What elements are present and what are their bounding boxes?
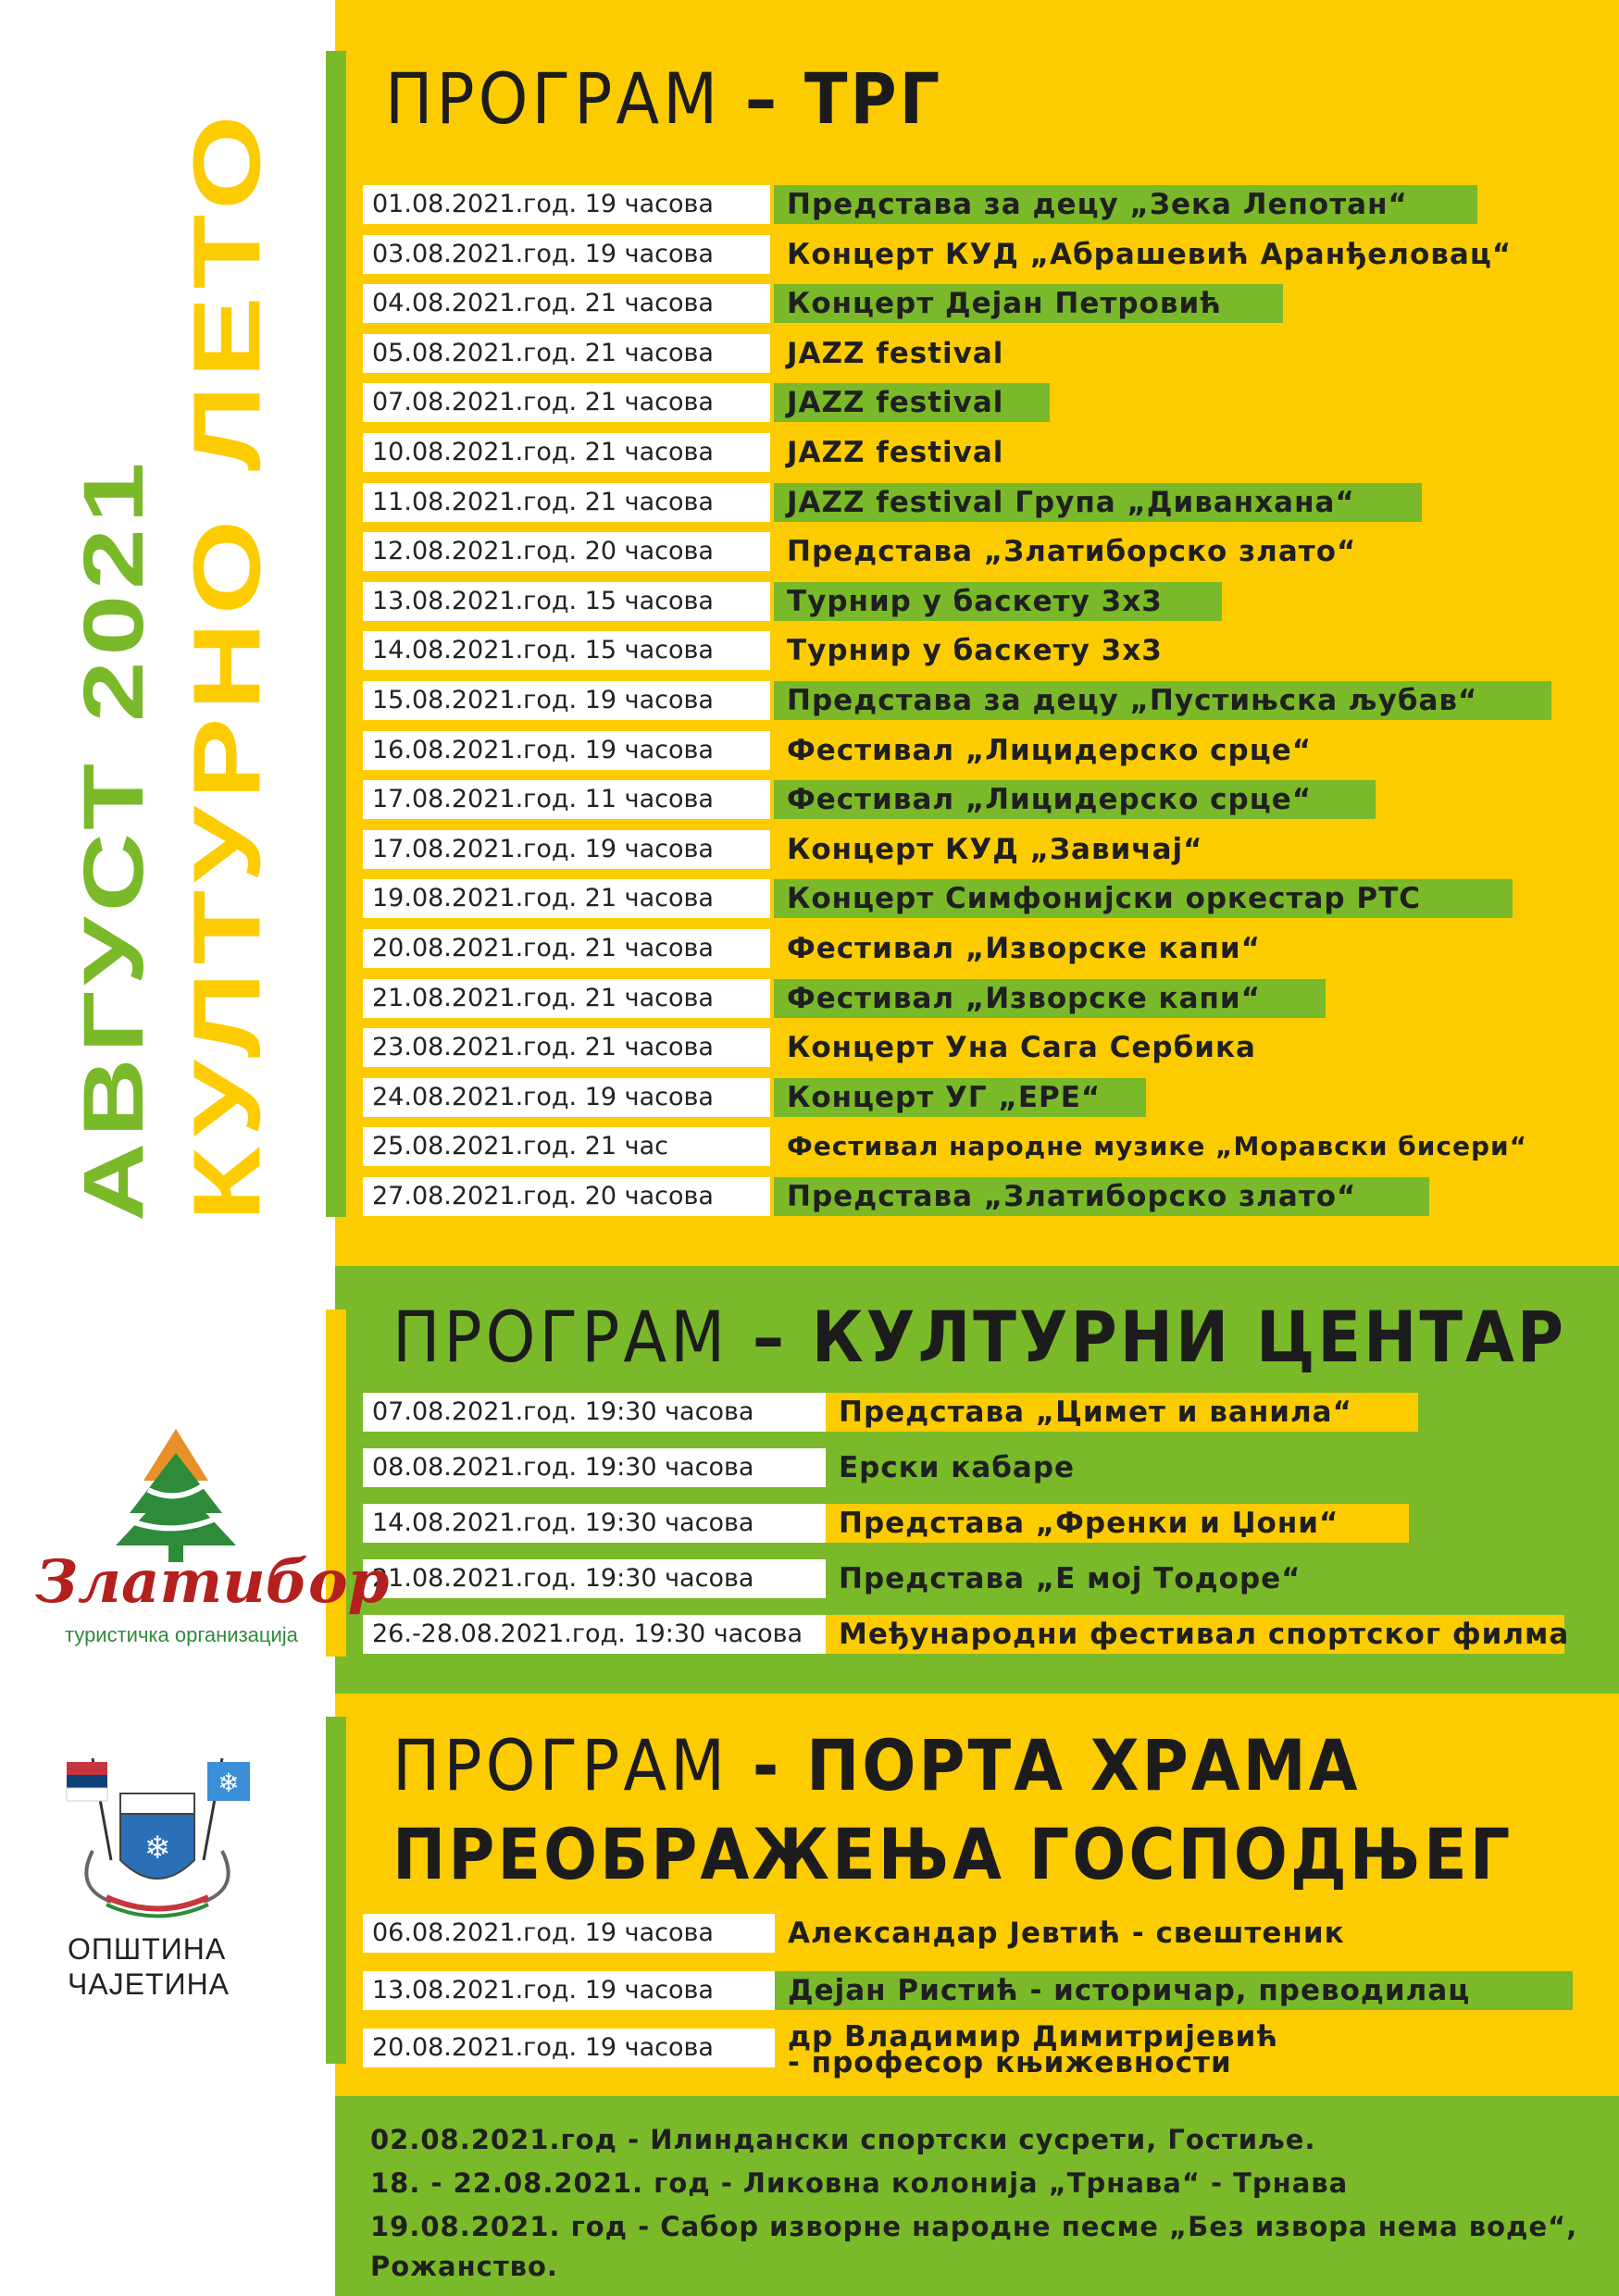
event-date: 11.08.2021.год. 21 часова xyxy=(363,483,770,522)
section-kc-title xyxy=(392,1296,1566,1378)
event-title: Турнир у баскету 3x3 xyxy=(774,582,1222,621)
pine-tree-icon xyxy=(93,1425,259,1564)
svg-text:❄: ❄ xyxy=(218,1768,240,1798)
vertical-title xyxy=(0,0,333,1314)
event-date: 14.08.2021.год. 15 часова xyxy=(363,631,770,670)
section-porta-title-thin: ПРОГРАМ xyxy=(392,1724,753,1806)
vertical-title-main: КУЛТУРНО ЛЕТО xyxy=(173,107,280,1222)
event-date: 03.08.2021.год. 19 часова xyxy=(363,235,770,274)
event-title: Фестивал „Изворске капи“ xyxy=(774,979,1326,1018)
event-title: Концерт Дејан Петровић xyxy=(774,284,1283,323)
event-date: 08.08.2021.год. 19:30 часова xyxy=(363,1448,826,1487)
opstina-logo-line2: ЧАЈЕТИНА xyxy=(68,1967,230,2001)
event-title: Фестивал „Лицидерско срце“ xyxy=(787,733,1313,767)
event-date: 17.08.2021.год. 11 часова xyxy=(363,780,770,819)
section-porta-title-bold-1: - ПОРТА ХРАМА xyxy=(752,1724,1361,1806)
event-date: 23.08.2021.год. 21 часова xyxy=(363,1028,770,1067)
event-title: Представа за децу „Зека Лепотан“ xyxy=(774,185,1477,224)
event-title: др Владимир Димитријевић xyxy=(788,2020,1279,2054)
section-trg-title-bold: – ТРГ xyxy=(744,57,943,140)
event-date: 20.08.2021.год. 21 часова xyxy=(363,929,770,968)
event-date: 17.08.2021.год. 19 часова xyxy=(363,830,770,869)
event-title: Концерт Симфонијски оркестар РТС xyxy=(774,879,1513,918)
event-date: 06.08.2021.год. 19 часова xyxy=(363,1914,775,1953)
event-date: 07.08.2021.год. 21 часова xyxy=(363,383,770,422)
event-date: 19.08.2021.год. 21 часова xyxy=(363,879,770,918)
bottom-line-3: 19.08.2021. год - Сабор изворне народне песме „Без извора нема воде“, xyxy=(370,2211,1578,2242)
opstina-logo xyxy=(51,1749,273,2008)
bottom-line-1: 02.08.2021.год - Илиндански спортски сусрети, Гостиље. xyxy=(370,2124,1316,2155)
bottom-line-2: 18. - 22.08.2021. год - Ликовна колонија „Трнава“ - Трнава xyxy=(370,2167,1349,2199)
event-date: 07.08.2021.год. 19:30 часова xyxy=(363,1393,826,1432)
event-date: 14.08.2021.год. 19:30 часова xyxy=(363,1504,826,1543)
event-title: Концерт КУД „Абрашевић Аранђеловац“ xyxy=(787,237,1513,271)
event-title: Фестивал „Лицидерско срце“ xyxy=(774,780,1376,819)
event-title: Концерт КУД „Завичај“ xyxy=(787,832,1203,866)
section-porta-title-bold-2: ПРЕОБРАЖЕЊА ГОСПОДЊЕГ xyxy=(392,1813,1513,1895)
porta-accent-bar xyxy=(326,1717,346,2064)
event-title: Фестивал народне музике „Моравски бисери“ xyxy=(787,1131,1528,1162)
event-title: Представа „Френки и Џони“ xyxy=(826,1504,1409,1543)
vertical-title-date: АВГУСТ 2021 xyxy=(66,456,162,1222)
event-title: Међународни фестивал спортског филма xyxy=(826,1615,1564,1654)
event-title-line2: - професор књижевности xyxy=(788,2046,1232,2079)
event-title: Фестивал „Изворске капи“ xyxy=(787,932,1262,965)
event-title: Представа „Златиборско злато“ xyxy=(774,1177,1429,1216)
section-trg-title xyxy=(385,57,942,140)
event-date: 13.08.2021.год. 15 часова xyxy=(363,582,770,621)
event-title: JAZZ festival xyxy=(774,383,1050,422)
event-title: Александар Јевтић - свештеник xyxy=(788,1917,1345,1950)
event-date: 16.08.2021.год. 19 часова xyxy=(363,731,770,770)
event-title: Ерски кабаре xyxy=(839,1451,1076,1484)
event-date: 21.08.2021.год. 21 часова xyxy=(363,979,770,1018)
event-title: Концерт Уна Сага Сербика xyxy=(787,1031,1256,1065)
section-porta-title xyxy=(392,1721,1513,1899)
event-date: 10.08.2021.год. 21 часова xyxy=(363,433,770,472)
event-title: Представа „Златиборско злато“ xyxy=(787,535,1357,569)
bottom-line-4: Рожанство. xyxy=(370,2251,558,2282)
svg-text:❄: ❄ xyxy=(143,1830,171,1867)
event-date: 13.08.2021.год. 19 часова xyxy=(363,1971,775,2010)
event-date: 01.08.2021.год. 19 часова xyxy=(363,185,770,224)
event-title: Турнир у баскету 3x3 xyxy=(787,634,1163,668)
event-date: 15.08.2021.год. 19 часова xyxy=(363,681,770,720)
event-title: Дејан Ристић - историчар, преводилац xyxy=(775,1971,1573,2010)
opstina-logo-line1: ОПШТИНА xyxy=(68,1932,227,1966)
event-date: 26.-28.08.2021.год. 19:30 часова xyxy=(363,1615,826,1654)
event-date: 25.08.2021.год. 21 час xyxy=(363,1127,770,1166)
event-title: Представа за децу „Пустињска љубав“ xyxy=(774,681,1551,720)
section-kc-title-thin: ПРОГРАМ xyxy=(392,1296,753,1378)
event-date: 04.08.2021.год. 21 часова xyxy=(363,284,770,323)
event-title: Концерт УГ „ЕРЕ“ xyxy=(774,1078,1146,1117)
event-title: Представа „Е мој Тодоре“ xyxy=(839,1562,1301,1595)
section-kc-title-bold: – КУЛТУРНИ ЦЕНТАР xyxy=(752,1296,1567,1378)
zlatibor-logo xyxy=(28,1425,390,1657)
section-trg-title-thin: ПРОГРАМ xyxy=(385,57,745,140)
event-date: 12.08.2021.год. 20 часова xyxy=(363,532,770,571)
event-date: 24.08.2021.год. 19 часова xyxy=(363,1078,770,1117)
zlatibor-logo-name: Златибор xyxy=(35,1547,390,1617)
event-title: JAZZ festival xyxy=(787,336,1004,370)
event-date: 20.08.2021.год. 19 часова xyxy=(363,2029,775,2067)
event-date: 21.08.2021.год. 19:30 часова xyxy=(363,1559,826,1598)
event-title: JAZZ festival Група „Диванхана“ xyxy=(774,483,1422,522)
zlatibor-logo-subtitle: туристичка организација xyxy=(65,1623,298,1646)
event-title: JAZZ festival xyxy=(787,436,1004,469)
event-title: Представа „Цимет и ванила“ xyxy=(826,1393,1418,1432)
coat-of-arms-icon xyxy=(56,1749,259,1925)
event-date: 27.08.2021.год. 20 часова xyxy=(363,1177,770,1216)
event-date: 05.08.2021.год. 21 часова xyxy=(363,334,770,373)
